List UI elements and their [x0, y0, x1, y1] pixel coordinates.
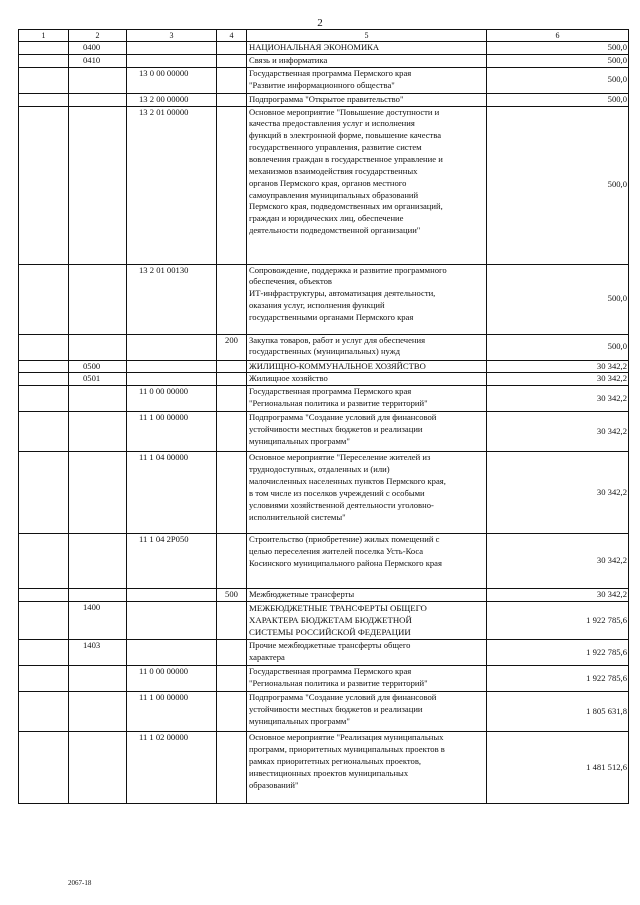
section-code-cell	[69, 386, 127, 412]
amount-cell: 30 342,2	[487, 589, 629, 602]
target-article-cell: 13 0 00 00000	[127, 67, 217, 93]
document-code: 2067-18	[68, 879, 92, 887]
target-article-cell: 11 1 04 00000	[127, 452, 217, 534]
table-row	[19, 373, 629, 386]
col1-cell	[19, 67, 69, 93]
amount-cell: 500,0	[487, 106, 629, 264]
target-article-cell	[127, 334, 217, 360]
amount-cell: 30 342,2	[487, 452, 629, 534]
section-code-cell: 1403	[69, 640, 127, 666]
description-cell: Основное мероприятие "Повышение доступности и качества предоставления услуг и исполнения функций в электронной форме, повышение качества государственного управления, развитие систем вовлечения граждан в государственное управление и механизмов взаимодействия государственных органов Пермского края, органов местного самоуправления муниципальных образований Пермского края, подведомственных им организаций, граждан и юридических лиц, обеспечение деятельности подведомственной организации"	[247, 106, 487, 264]
table-row	[19, 534, 629, 589]
amount-cell: 500,0	[487, 264, 629, 334]
description-cell: Связь и информатика	[247, 54, 487, 67]
section-code-cell: 0410	[69, 54, 127, 67]
col1-cell	[19, 334, 69, 360]
amount-cell: 1 922 785,6	[487, 666, 629, 692]
section-code-cell	[69, 67, 127, 93]
expense-type-cell: 200	[217, 334, 247, 360]
amount-cell: 500,0	[487, 67, 629, 93]
header-cell: 6	[487, 30, 629, 42]
expense-type-cell	[217, 93, 247, 106]
table-row	[19, 67, 629, 93]
target-article-cell	[127, 589, 217, 602]
description-cell: Подпрограмма "Создание условий для финансовой устойчивости местных бюджетов и реализации муниципальных программ"	[247, 692, 487, 732]
target-article-cell: 11 0 00 00000	[127, 386, 217, 412]
table-row	[19, 360, 629, 373]
section-code-cell: 0500	[69, 360, 127, 373]
table-row	[19, 386, 629, 412]
header-cell: 2	[69, 30, 127, 42]
section-code-cell	[69, 93, 127, 106]
target-article-cell: 11 1 04 2Р050	[127, 534, 217, 589]
target-article-cell	[127, 360, 217, 373]
target-article-cell: 11 1 02 00000	[127, 732, 217, 804]
amount-cell: 500,0	[487, 334, 629, 360]
section-code-cell	[69, 452, 127, 534]
target-article-cell	[127, 373, 217, 386]
description-cell: Прочие межбюджетные трансферты общего характера	[247, 640, 487, 666]
amount-cell: 30 342,2	[487, 373, 629, 386]
amount-cell: 30 342,2	[487, 360, 629, 373]
expense-type-cell	[217, 412, 247, 452]
expense-type-cell	[217, 54, 247, 67]
table-row	[19, 412, 629, 452]
col1-cell	[19, 93, 69, 106]
description-cell: Основное мероприятие "Реализация муниципальных программ, приоритетных муниципальных проектов в рамках приоритетных региональных проектов, инвестиционных проектов муниципальных образований"	[247, 732, 487, 804]
expense-type-cell	[217, 106, 247, 264]
budget-table	[18, 29, 629, 804]
col1-cell	[19, 640, 69, 666]
header-cell: 3	[127, 30, 217, 42]
description-cell: Государственная программа Пермского края "Региональная политика и развитие территорий"	[247, 666, 487, 692]
target-article-cell: 11 0 00 00000	[127, 666, 217, 692]
header-cell: 5	[247, 30, 487, 42]
col1-cell	[19, 264, 69, 334]
expense-type-cell: 500	[217, 589, 247, 602]
expense-type-cell	[217, 602, 247, 640]
description-cell: Государственная программа Пермского края "Развитие информационного общества"	[247, 67, 487, 93]
table-row	[19, 452, 629, 534]
col1-cell	[19, 373, 69, 386]
amount-cell: 1 922 785,6	[487, 602, 629, 640]
target-article-cell: 13 2 00 00000	[127, 93, 217, 106]
col1-cell	[19, 360, 69, 373]
section-code-cell: 0501	[69, 373, 127, 386]
table-row	[19, 666, 629, 692]
description-cell: Жилищное хозяйство	[247, 373, 487, 386]
section-code-cell	[69, 589, 127, 602]
description-cell: МЕЖБЮДЖЕТНЫЕ ТРАНСФЕРТЫ ОБЩЕГО ХАРАКТЕРА БЮДЖЕТАМ БЮДЖЕТНОЙ СИСТЕМЫ РОССИЙСКОЙ ФЕДЕРАЦИИ	[247, 602, 487, 640]
description-cell: Государственная программа Пермского края "Региональная политика и развитие территорий"	[247, 386, 487, 412]
table-row	[19, 692, 629, 732]
expense-type-cell	[217, 264, 247, 334]
amount-cell: 500,0	[487, 54, 629, 67]
amount-cell: 500,0	[487, 42, 629, 55]
header-cell: 4	[217, 30, 247, 42]
amount-cell: 1 922 785,6	[487, 640, 629, 666]
target-article-cell: 13 2 01 00000	[127, 106, 217, 264]
col1-cell	[19, 54, 69, 67]
expense-type-cell	[217, 67, 247, 93]
description-cell: Межбюджетные трансферты	[247, 589, 487, 602]
amount-cell: 30 342,2	[487, 412, 629, 452]
expense-type-cell	[217, 360, 247, 373]
expense-type-cell	[217, 373, 247, 386]
section-code-cell	[69, 732, 127, 804]
description-cell: Сопровождение, поддержка и развитие программного обеспечения, объектов ИТ-инфраструктуры, автоматизация деятельности, оказания услуг, исполнения функций государственными органами Пермского края	[247, 264, 487, 334]
table-row	[19, 264, 629, 334]
amount-cell: 30 342,2	[487, 386, 629, 412]
section-code-cell	[69, 666, 127, 692]
expense-type-cell	[217, 732, 247, 804]
expense-type-cell	[217, 692, 247, 732]
expense-type-cell	[217, 452, 247, 534]
col1-cell	[19, 386, 69, 412]
description-cell: Строительство (приобретение) жилых помещений с целью переселения жителей поселка Усть-Коса Косинского муниципального района Пермского края	[247, 534, 487, 589]
description-cell: Подпрограмма "Создание условий для финансовой устойчивости местных бюджетов и реализации муниципальных программ"	[247, 412, 487, 452]
section-code-cell: 0400	[69, 42, 127, 55]
budget-table-body	[19, 30, 629, 804]
target-article-cell	[127, 42, 217, 55]
description-cell: Подпрограмма "Открытое правительство"	[247, 93, 487, 106]
target-article-cell	[127, 54, 217, 67]
section-code-cell	[69, 106, 127, 264]
header-cell: 1	[19, 30, 69, 42]
table-row	[19, 334, 629, 360]
col1-cell	[19, 732, 69, 804]
table-row	[19, 732, 629, 804]
table-row	[19, 93, 629, 106]
target-article-cell	[127, 602, 217, 640]
section-code-cell	[69, 534, 127, 589]
col1-cell	[19, 452, 69, 534]
table-row	[19, 106, 629, 264]
col1-cell	[19, 602, 69, 640]
target-article-cell	[127, 640, 217, 666]
expense-type-cell	[217, 666, 247, 692]
table-row	[19, 589, 629, 602]
description-cell: НАЦИОНАЛЬНАЯ ЭКОНОМИКА	[247, 42, 487, 55]
table-header-row	[19, 30, 629, 42]
expense-type-cell	[217, 640, 247, 666]
amount-cell: 500,0	[487, 93, 629, 106]
expense-type-cell	[217, 386, 247, 412]
section-code-cell	[69, 412, 127, 452]
table-row	[19, 640, 629, 666]
amount-cell: 1 805 631,8	[487, 692, 629, 732]
table-row	[19, 602, 629, 640]
target-article-cell: 11 1 00 00000	[127, 412, 217, 452]
section-code-cell: 1400	[69, 602, 127, 640]
page-number: 2	[317, 17, 323, 29]
expense-type-cell	[217, 42, 247, 55]
table-row	[19, 54, 629, 67]
col1-cell	[19, 589, 69, 602]
section-code-cell	[69, 334, 127, 360]
section-code-cell	[69, 264, 127, 334]
amount-cell: 30 342,2	[487, 534, 629, 589]
expense-type-cell	[217, 534, 247, 589]
col1-cell	[19, 106, 69, 264]
amount-cell: 1 481 512,6	[487, 732, 629, 804]
table-row	[19, 42, 629, 55]
col1-cell	[19, 534, 69, 589]
description-cell: Основное мероприятие "Переселение жителей из труднодоступных, отдаленных и (или) малочисленных населенных пунктов Пермского края, в том числе из поселков учреждений с особыми условиями хозяйственной деятельности уголовно- исполнительной системы"	[247, 452, 487, 534]
col1-cell	[19, 666, 69, 692]
section-code-cell	[69, 692, 127, 732]
col1-cell	[19, 692, 69, 732]
description-cell: ЖИЛИЩНО-КОММУНАЛЬНОЕ ХОЗЯЙСТВО	[247, 360, 487, 373]
col1-cell	[19, 42, 69, 55]
col1-cell	[19, 412, 69, 452]
target-article-cell: 11 1 00 00000	[127, 692, 217, 732]
description-cell: Закупка товаров, работ и услуг для обеспечения государственных (муниципальных) нужд	[247, 334, 487, 360]
target-article-cell: 13 2 01 00130	[127, 264, 217, 334]
